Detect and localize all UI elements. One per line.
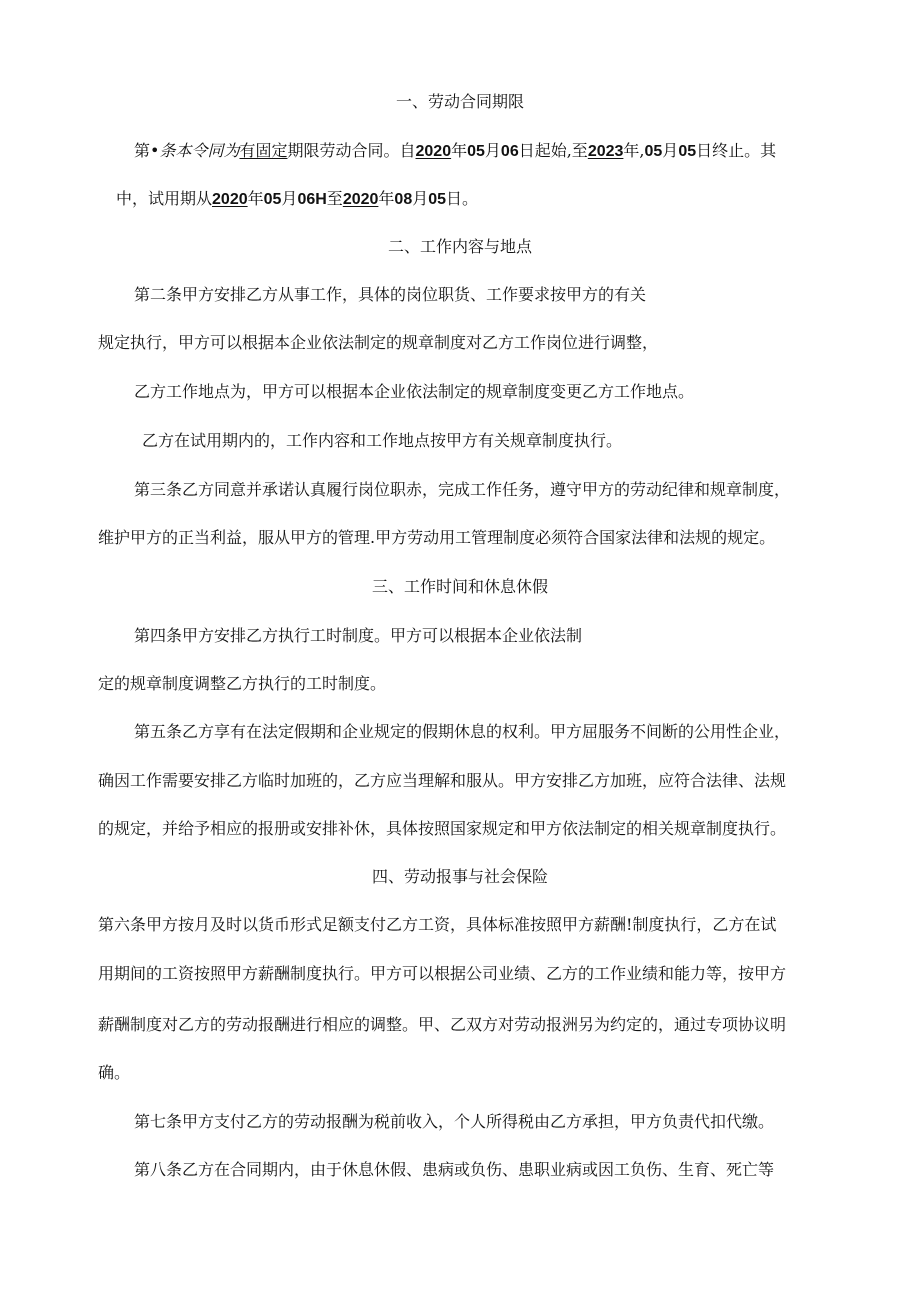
paragraph-line: 第五条乙方享有在法定假期和企业规定的假期休息的权利。甲方屈服务不间断的公用性企业， (134, 722, 791, 741)
paragraph-line: 第四条甲方安排乙方执行工时制度。甲方可以根据本企业依法制 (134, 626, 583, 645)
paragraph-line: 第八条乙方在合同期内，由于休息休假、患病或负伤、患职业病或因工负伤、生育、死亡等 (134, 1160, 775, 1179)
section-heading-work-content: 二、工作内容与地点 (387, 237, 532, 256)
paragraph-line: 确。 (98, 1063, 131, 1082)
section-heading-term: 一、劳动合同期限 (395, 92, 524, 111)
paragraph-line: 维护甲方的正当利益，服从甲方的管理.甲方劳动用工管理制度必须符合国家法律和法规的规定。 (98, 528, 776, 547)
paragraph-line: 第三条乙方同意并承诺认真履行岗位职赤，完成工作任务，遵守甲方的劳动纪律和规章制度， (134, 480, 791, 499)
article-1-line-2: 中，试用期从2020年05月06H至2020年08月05日。 (116, 189, 479, 208)
section-heading-work-hours: 三、工作时间和休息休假 (371, 577, 548, 596)
paragraph-line: 用期间的工资按照甲方薪酬制度执行。甲方可以根据公司业绩、乙方的工作业绩和能力等，按甲方 (98, 964, 787, 983)
paragraph-line: 规定执行，甲方可以根据本企业依法制定的规章制度对乙方工作岗位进行调整， (98, 333, 659, 352)
paragraph-line: 的规定，并给予相应的报册或安排补休，具体按照国家规定和甲方依法制定的相关规章制度执行。 (98, 819, 787, 838)
article-1-line-1: 第•条本令同为有固定期限劳动合同。自2020年05月06日起始,至2023年,05月05日终止。其 (134, 141, 777, 160)
paragraph-line: 定的规章制度调整乙方执行的工时制度。 (98, 674, 387, 693)
paragraph-line: 乙方工作地点为，甲方可以根据本企业依法制定的规章制度变更乙方工作地点。 (134, 382, 695, 401)
paragraph-line: 乙方在试用期内的，工作内容和工作地点按甲方有关规章制度执行。 (142, 431, 623, 450)
paragraph-line: 薪酬制度对乙方的劳动报酬进行相应的调整。甲、乙双方对劳动报洲另为约定的，通过专项协议明 (98, 1015, 787, 1034)
paragraph-line: 第六条甲方按月及时以货币形式足额支付乙方工资，具体标准按照甲方薪酬!制度执行，乙方在试 (98, 915, 777, 934)
paragraph-line: 确因工作需要安排乙方临时加班的，乙方应当理解和服从。甲方安排乙方加班，应符合法律、法规 (98, 771, 787, 790)
paragraph-line: 第二条甲方安排乙方从事工作，具体的岗位职货、工作要求按甲方的有关 (134, 285, 647, 304)
section-heading-pay-insurance: 四、劳动报事与社会保险 (371, 867, 548, 886)
paragraph-line: 第七条甲方支付乙方的劳动报酬为税前收入，个人所得税由乙方承担，甲方负责代扣代缴。 (134, 1112, 775, 1131)
